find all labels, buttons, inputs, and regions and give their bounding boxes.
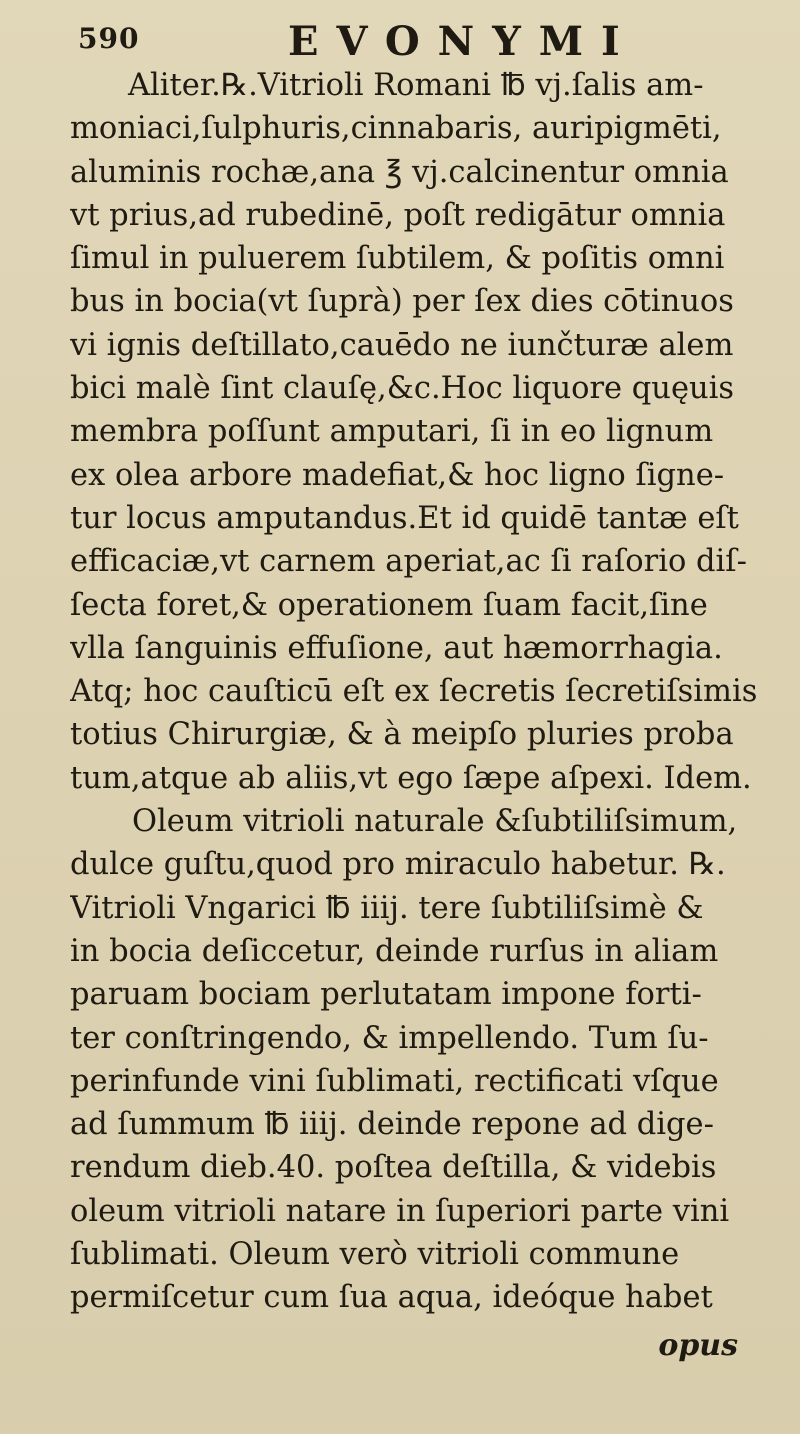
text-line: tum,atque ab aliis,vt ego ſæpe aſpexi. Idem. [70,760,752,796]
text-line: dulce guſtu,quod pro miraculo habetur. ℞. [70,847,726,883]
text-line: permiſcetur cum ſua aqua, ideóque habet [70,1280,713,1316]
text-line: ſimul in puluerem ſubtilem, & poſitis omni [70,241,725,277]
page-number: 590 [78,22,140,55]
text-line: tur locus amputandus.Et id quidē tantæ eſt [70,500,739,536]
text-line: ex olea arbore madefiat,& hoc ligno ſigne- [70,457,725,493]
text-line: in bocia deſiccetur, deinde rurſus in aliam [70,933,719,969]
text-line: oleum vitrioli natare in ſuperiori parte vini [70,1193,730,1229]
text-line: paruam bociam perlutatam impone forti- [70,977,702,1013]
page-header [78,18,768,65]
text-line: Aliter.℞.Vitrioli Romani ℔ vj.ſalis am- [128,68,704,103]
text-line: vt prius,ad rubedinē, poſt redigātur omnia [70,197,726,233]
text-line: Atq; hoc cauſticū eſt ex ſecretis ſecretiſsimis [70,674,758,710]
text-line: perinfunde vini ſublimati, rectificati vſque [70,1063,719,1099]
text-line: vi ignis deſtillato,cauēdo ne iunčturæ alem [70,327,734,363]
running-title: EVONYMI [288,18,638,65]
text-line: aluminis rochæ,ana ℥ vj.calcinentur omnia [70,154,729,190]
text-line: vlla ſanguinis effuſione, aut hæmorrhagia. [70,630,723,666]
text-line: Oleum vitrioli naturale &ſubtiliſsimum, [132,804,738,840]
text-line: ſecta foret,& operationem ſuam facit,ſine [70,587,708,623]
text-line: rendum dieb.40. poſtea deſtilla, & videbis [70,1150,717,1186]
text-line: efficaciæ,vt carnem aperiat,ac ſi raſorio diſ- [70,544,747,580]
text-line: bus in bocia(vt ſuprà) per ſex dies cōtinuos [70,284,734,320]
text-line: membra poſſunt amputari, ſi in eo lignum [70,414,714,450]
text-line: moniaci,ſulphuris,cinnabaris, auripigmēti, [70,111,722,147]
catchword: opus [658,1328,738,1363]
text-line: ad ſummum ℔ iiij. deinde repone ad dige- [70,1107,714,1143]
body-text [70,64,770,1320]
text-line: totius Chirurgiæ, & à meipſo pluries proba [70,717,734,753]
text-line: Vitrioli Vngarici ℔ iiij. tere ſubtiliſsimè & [70,890,704,926]
text-line: ter conſtringendo, & impellendo. Tum ſu- [70,1020,709,1056]
text-line: ſublimati. Oleum verò vitrioli commune [70,1237,680,1273]
text-line: bici malè ſint clauſę,&c.Hoc liquore quęuis [70,371,735,407]
